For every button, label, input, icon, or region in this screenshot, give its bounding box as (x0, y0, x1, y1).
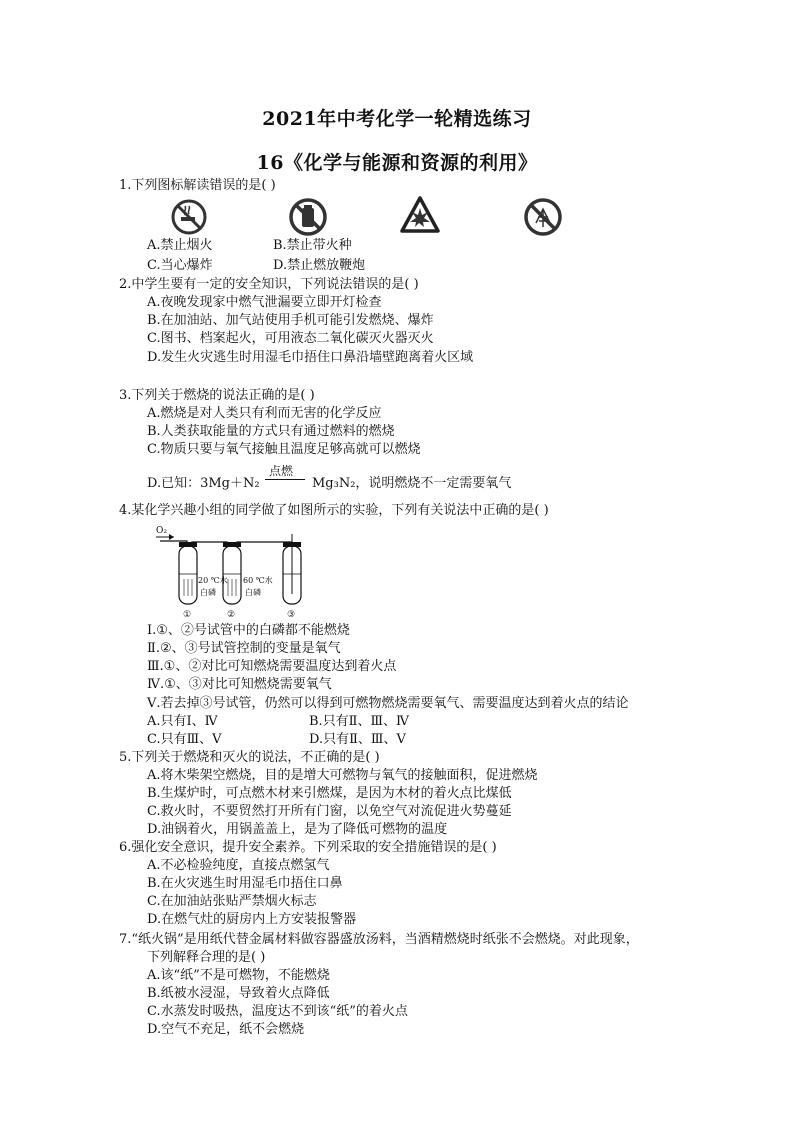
q6-option-a: A.不必检验纯度，直接点燃氢气 (147, 858, 330, 873)
experiment-diagram (152, 524, 312, 620)
reaction-line (265, 479, 305, 480)
q7-option-b: B.纸被水浸湿，导致着火点降低 (147, 986, 330, 1001)
page-title: 2021年中考化学一轮精选练习 (262, 108, 532, 130)
tube1-substance-label: 白磷 (200, 588, 216, 597)
q4-statement-3: Ⅲ.①、②对比可知燃烧需要温度达到着火点 (147, 659, 397, 674)
q7-option-c: C.水蒸发时吸热，温度达不到该“纸”的着火点 (147, 1004, 408, 1019)
q2-option-a: A.夜晚发现家中燃气泄漏要立即开灯检查 (147, 295, 382, 310)
q5-stem: 5.下列关于燃烧和灭火的说法，不正确的是( ) (119, 750, 380, 765)
q6-option-c: C.在加油站张贴严禁烟火标志 (147, 894, 317, 909)
q4-statement-1: Ⅰ.①、②号试管中的白磷都不能燃烧 (147, 623, 350, 638)
q4-option-c: C.只有Ⅲ、Ⅴ (147, 732, 222, 747)
q5-option-d: D.油锅着火，用锅盖盖上，是为了降低可燃物的温度 (147, 822, 448, 837)
q4-option-b: B.只有Ⅱ、Ⅲ、Ⅳ (309, 714, 410, 729)
q7-option-d: D.空气不充足，纸不会燃烧 (147, 1022, 305, 1037)
q3-option-b: B.人类获取能量的方式只有通过燃料的燃烧 (147, 424, 395, 439)
q6-stem: 6.强化安全意识，提升安全素养。下列采取的安全措施错误的是( ) (119, 840, 497, 855)
q3-option-d-suffix: Mg₃N₂，说明燃烧不一定需要氧气 (312, 476, 512, 491)
q2-stem: 2.中学生要有一定的安全知识，下列说法错误的是( ) (119, 277, 419, 292)
q7-stem-continued: 下列解释合理的是( ) (147, 950, 266, 965)
q5-option-b: B.生煤炉时，可点燃木材来引燃煤，是因为木材的着火点比煤低 (147, 786, 512, 801)
no-fire-source-icon (288, 197, 328, 237)
tube2-number: ② (227, 610, 236, 620)
q2-option-b: B.在加油站、加气站使用手机可能引发燃烧、爆炸 (147, 313, 434, 328)
q1-option-a: A.禁止烟火 (147, 238, 213, 253)
no-fireworks-icon (523, 197, 563, 237)
q2-option-c: C.图书、档案起火，可用液态二氧化碳灭火器灭火 (147, 331, 434, 346)
q1-option-b: B.禁止带火种 (273, 238, 352, 253)
q7-option-a: A.该“纸”不是可燃物，不能燃烧 (147, 968, 330, 983)
page-subtitle: 16《化学与能源和资源的利用》 (256, 152, 538, 174)
tube1-water-label: 20 ℃水 (198, 576, 228, 585)
q6-option-b: B.在火灾逃生时用湿毛巾捂住口鼻 (147, 876, 343, 891)
tube2-substance-label: 白磷 (245, 588, 261, 597)
tube2-water-label: 60 ℃水 (243, 576, 273, 585)
q3-option-c: C.物质只要与氧气接触且温度足够高就可以燃烧 (147, 442, 421, 457)
q6-option-d: D.在燃气灶的厨房内上方安装报警器 (147, 912, 357, 927)
q4-statement-5: Ⅴ.若去掉③号试管，仍然可以得到可燃物燃烧需要氧气、需要温度达到着火点的结论 (147, 696, 629, 711)
gas-label: O₂ (156, 526, 167, 536)
q4-stem: 4.某化学兴趣小组的同学做了如图所示的实验，下列有关说法中正确的是( ) (119, 503, 549, 518)
q4-option-a: A.只有Ⅰ、Ⅳ (147, 714, 218, 729)
q3-option-a: A.燃烧是对人类只有利而无害的化学反应 (147, 406, 382, 421)
q1-option-c: C.当心爆炸 (147, 258, 213, 273)
q2-option-d: D.发生火灾逃生时用湿毛巾捂住口鼻沿墙壁跑离着火区域 (147, 350, 474, 365)
tube1-number: ① (183, 610, 192, 620)
q4-statement-2: Ⅱ.②、③号试管控制的变量是氧气 (147, 641, 341, 656)
q1-stem: 1.下列图标解读错误的是( ) (119, 178, 276, 193)
tube3-number: ③ (287, 610, 296, 620)
q1-option-d: D.禁止燃放鞭炮 (273, 258, 366, 273)
q4-statement-4: Ⅳ.①、③对比可知燃烧需要氧气 (147, 677, 332, 692)
q4-option-d: D.只有Ⅱ、Ⅲ、Ⅴ (309, 732, 406, 747)
reaction-condition: 点燃 (269, 464, 294, 478)
q3-stem: 3.下列关于燃烧的说法正确的是( ) (119, 388, 315, 403)
q5-option-c: C.救火时，不要贸然打开所有门窗，以免空气对流促进火势蔓延 (147, 804, 512, 819)
explosion-warning-icon (400, 196, 440, 234)
q7-stem: 7.“纸火锅”是用纸代替金属材料做容器盛放汤料，当酒精燃烧时纸张不会燃烧。对此现象， (119, 932, 639, 947)
q3-option-d-prefix: D.已知：3Mg＋N₂ (147, 476, 260, 491)
no-smoking-icon (170, 198, 208, 236)
q5-option-a: A.将木柴架空燃烧，目的是增大可燃物与氧气的接触面积，促进燃烧 (147, 768, 538, 783)
